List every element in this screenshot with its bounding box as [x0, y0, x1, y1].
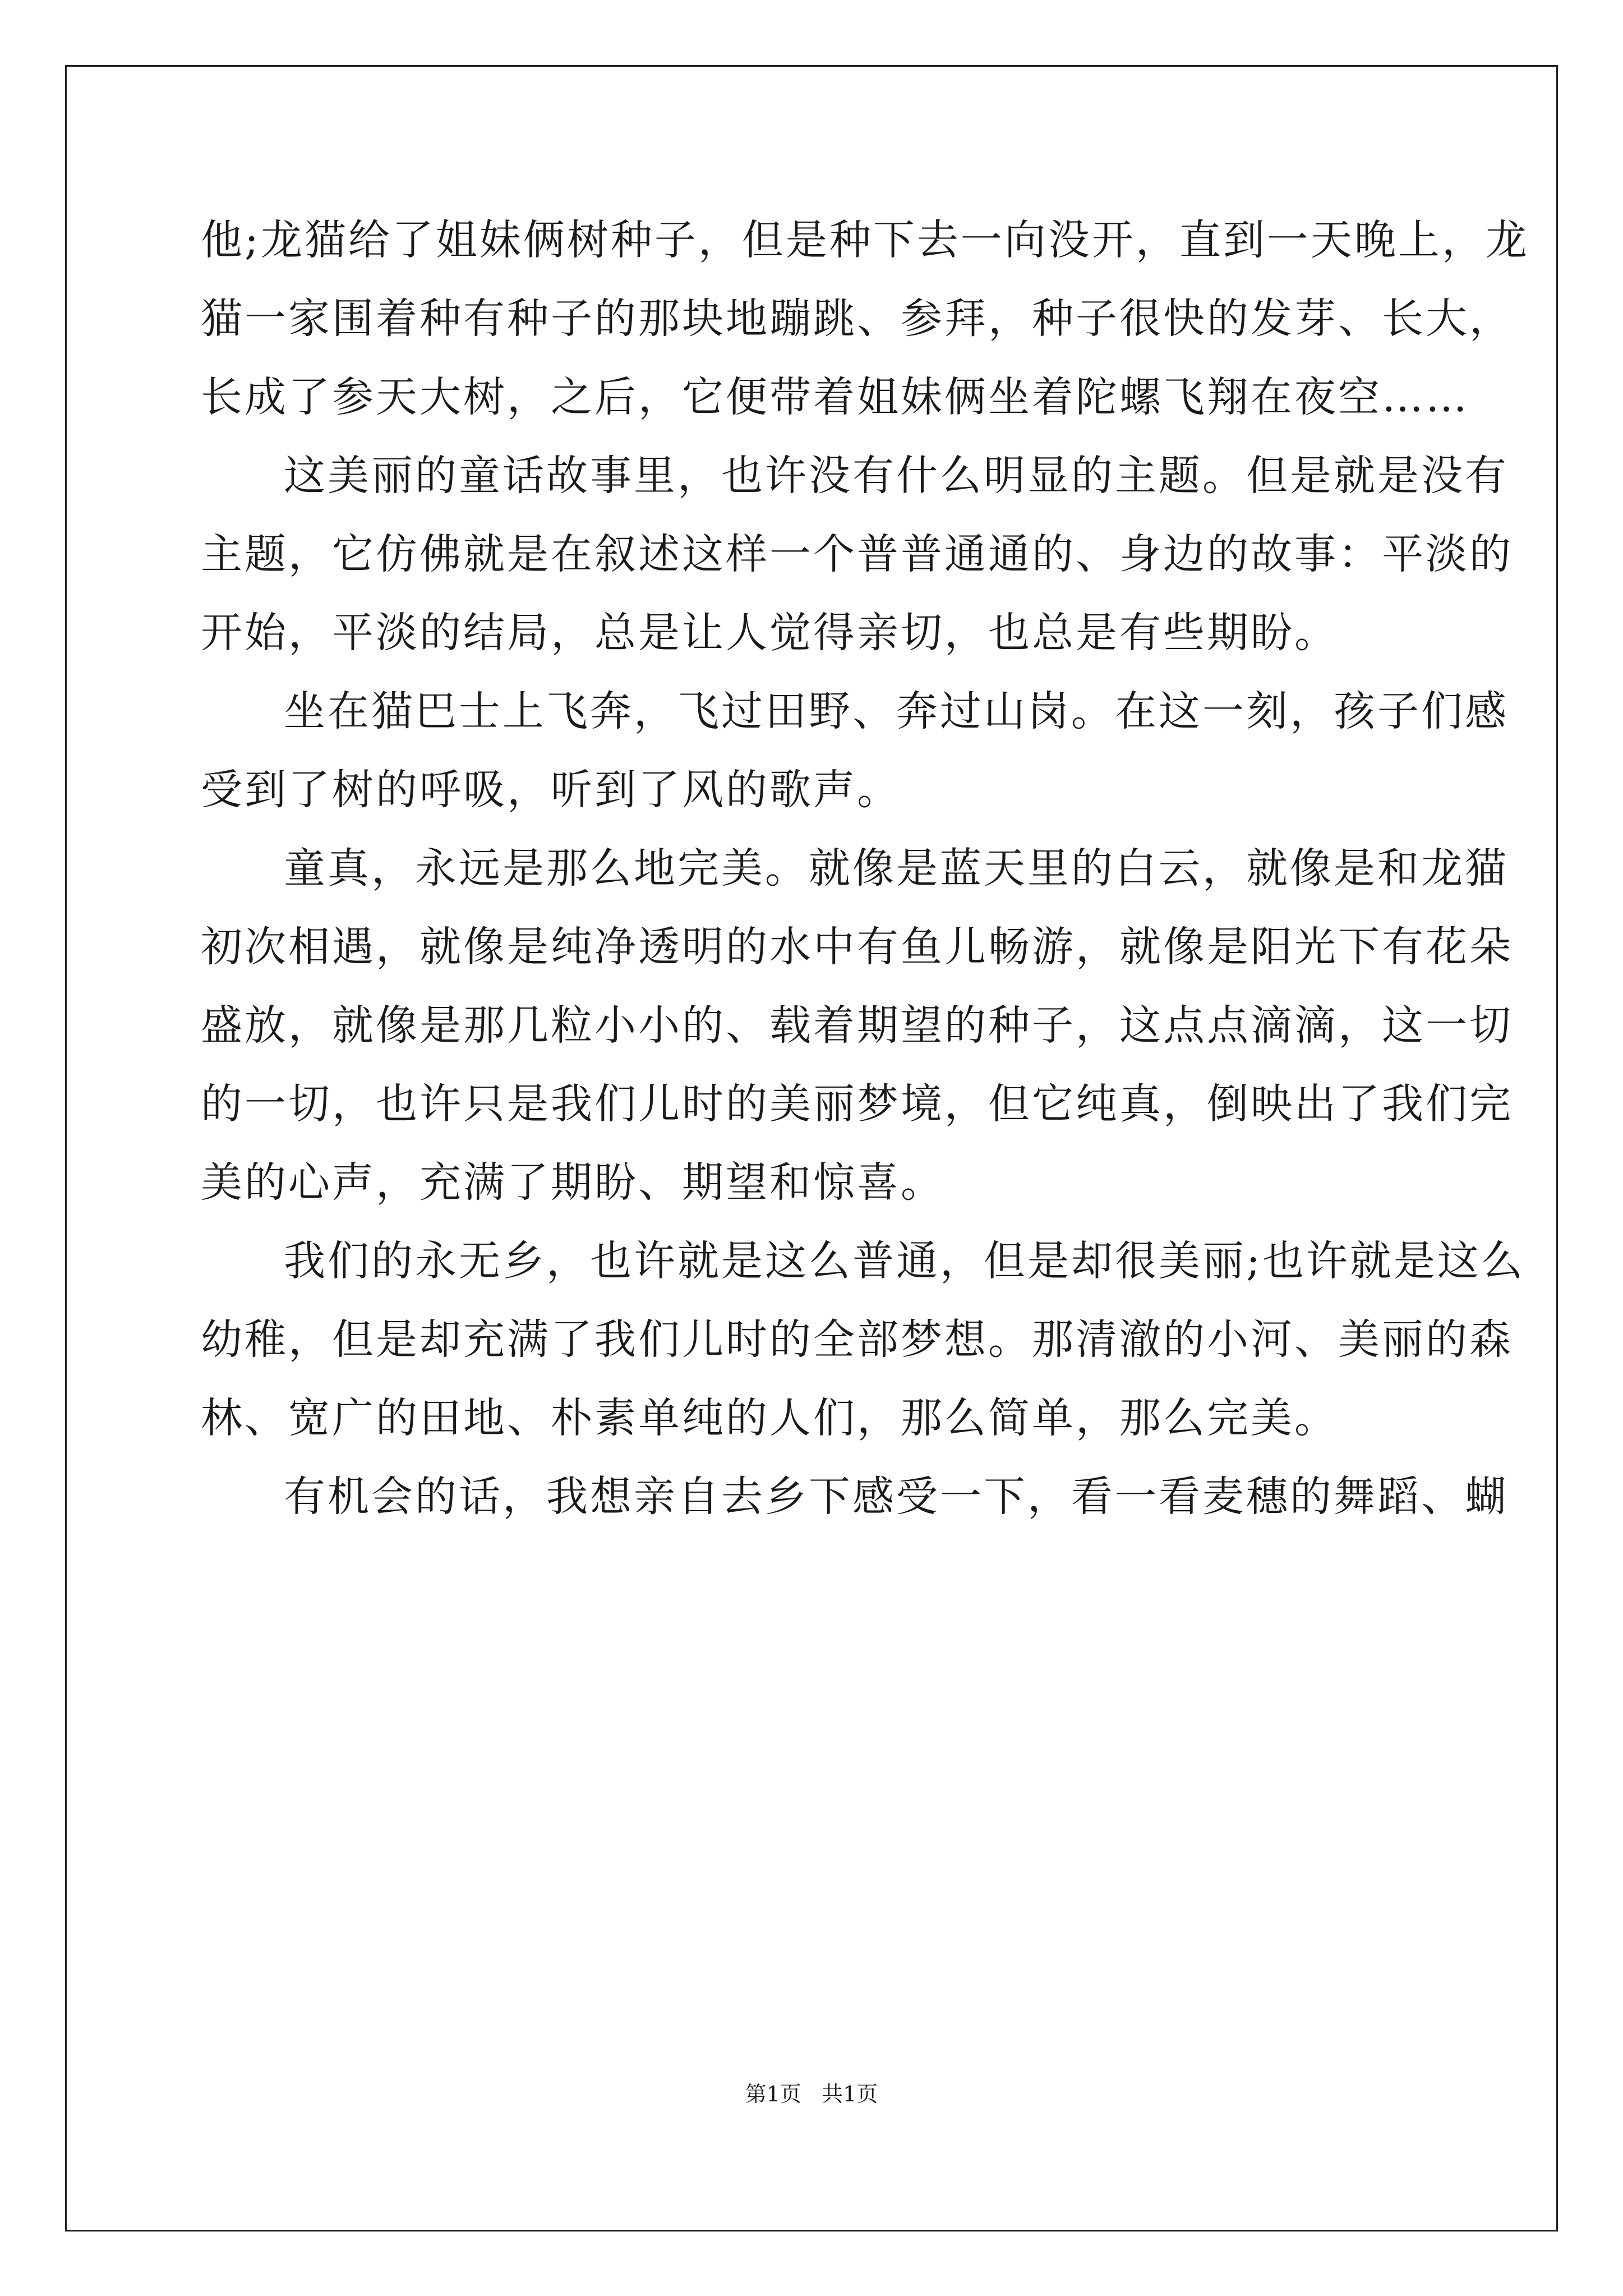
text-line: 的一切，也许只是我们儿时的美丽梦境，但它纯真，倒映出了我们完 [201, 1080, 1513, 1128]
text-line: 坐在猫巴士上飞奔，飞过田野、奔过山岗。在这一刻，孩子们感 [284, 687, 1509, 735]
paragraph-3 [201, 672, 1509, 829]
text-line: 林、宽广的田地、朴素单纯的人们，那么简单，那么完美。 [201, 1394, 1338, 1442]
text-line: 他;龙猫给了姐妹俩树种子，但是种下去一向没开，直到一天晚上，龙 [201, 216, 1529, 264]
text-line: 有机会的话，我想亲自去乡下感受一下，看一看麦穗的舞蹈、蝴 [284, 1473, 1509, 1521]
document-body [201, 201, 1529, 1536]
text-line: 这美丽的童话故事里，也许没有什么明显的主题。但是就是没有 [284, 452, 1509, 500]
text-line: 长成了参天大树，之后，它便带着姐妹俩坐着陀螺飞翔在夜空…… [201, 373, 1469, 421]
page-total: 共1页 [822, 2082, 878, 2106]
text-line: 受到了树的呼吸，听到了风的歌声。 [201, 766, 901, 814]
paragraph-4 [201, 829, 1513, 1222]
text-line: 美的心声，充满了期盼、期望和惊喜。 [201, 1158, 944, 1207]
text-line: 开始，平淡的结局，总是让人觉得亲切，也总是有些期盼。 [201, 609, 1338, 657]
paragraph-1 [201, 201, 1529, 436]
page-footer [0, 2077, 1623, 2108]
text-line: 盛放，就像是那几粒小小的、载着期望的种子，这点点滴滴，这一切 [201, 1001, 1513, 1050]
paragraph-5 [201, 1222, 1525, 1457]
text-line: 童真，永远是那么地完美。就像是蓝天里的白云，就像是和龙猫 [284, 844, 1509, 892]
text-line: 幼稚，但是却充满了我们儿时的全部梦想。那清澈的小河、美丽的森 [201, 1315, 1513, 1364]
text-line: 主题，它仿佛就是在叙述这样一个普普通通的、身边的故事：平淡的 [201, 530, 1513, 578]
page-number: 第1页 [745, 2082, 801, 2106]
paragraph-6 [201, 1457, 1509, 1536]
text-line: 初次相遇，就像是纯净透明的水中有鱼儿畅游，就像是阳光下有花朵 [201, 923, 1513, 971]
text-line: 猫一家围着种有种子的那块地蹦跳、参拜，种子很快的发芽、长大， [201, 295, 1513, 343]
text-line: 我们的永无乡，也许就是这么普通，但是却很美丽;也许就是这么 [284, 1237, 1525, 1285]
paragraph-2 [201, 436, 1513, 672]
